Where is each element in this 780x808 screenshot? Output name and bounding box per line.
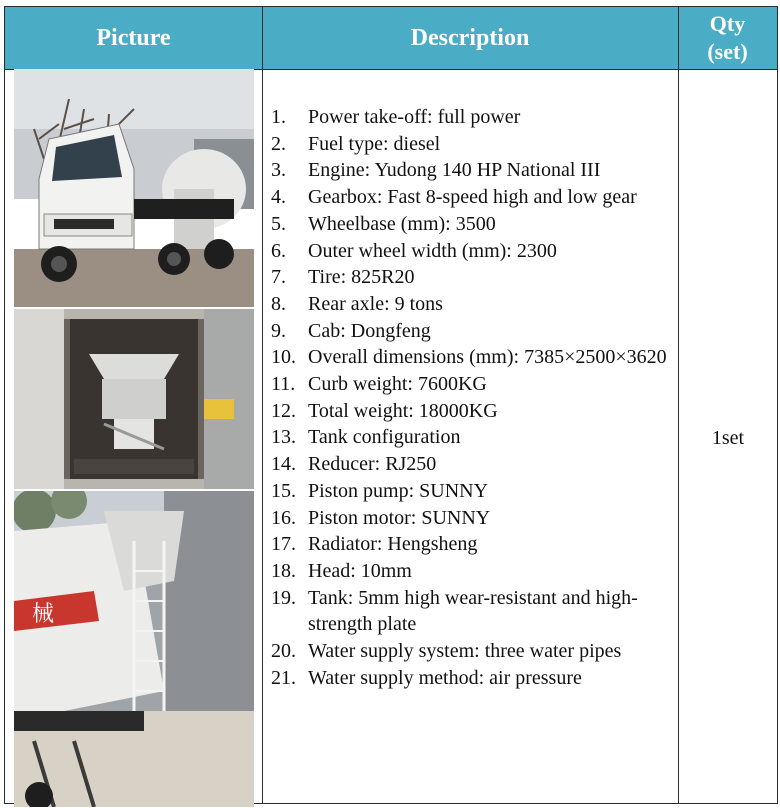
list-item: 19. Tank: 5mm high wear-resistant and high-strength plate bbox=[271, 586, 638, 636]
photo-truck-front bbox=[14, 69, 254, 307]
list-item: 13. Tank configuration bbox=[271, 426, 461, 449]
list-item: 7. Tire: 825R20 bbox=[271, 266, 415, 289]
spec-table bbox=[4, 6, 778, 804]
qty-value: 1set bbox=[711, 427, 745, 449]
list-item: 5. Wheelbase (mm): 3500 bbox=[271, 212, 496, 235]
header-picture: Picture bbox=[5, 7, 263, 69]
header-qty-line1: Qty bbox=[709, 11, 746, 36]
table-header bbox=[5, 7, 777, 70]
list-item: 21. Water supply method: air pressure bbox=[271, 666, 582, 689]
list-item: 8. Rear axle: 9 tons bbox=[271, 292, 443, 315]
list-item: 6. Outer wheel width (mm): 2300 bbox=[271, 239, 557, 262]
list-item: 16. Piston motor: SUNNY bbox=[271, 506, 491, 529]
photo-container-loading bbox=[14, 309, 254, 489]
list-item: 4. Gearbox: Fast 8-speed high and low gear bbox=[271, 186, 637, 209]
description-list bbox=[271, 104, 671, 691]
list-item: 10. Overall dimensions (mm): 7385×2500×3620 bbox=[271, 346, 667, 369]
list-item: 1. Power take-off: full power bbox=[271, 106, 521, 128]
list-item: 12. Total weight: 18000KG bbox=[271, 399, 498, 422]
header-qty bbox=[678, 7, 777, 69]
tank-sign-text: 械 bbox=[32, 602, 55, 627]
list-item: 17. Radiator: Hengsheng bbox=[271, 533, 478, 556]
list-item: 9. Cab: Dongfeng bbox=[271, 319, 431, 342]
list-item: 14. Reducer: RJ250 bbox=[271, 453, 437, 476]
list-item: 15. Piston pump: SUNNY bbox=[271, 479, 489, 502]
header-qty-line2: (set) bbox=[707, 39, 748, 64]
photo-mixer-tank bbox=[14, 491, 254, 807]
header-description: Description bbox=[262, 7, 679, 69]
column-divider bbox=[262, 69, 263, 803]
list-item: 11. Curb weight: 7600KG bbox=[271, 373, 487, 396]
list-item: 18. Head: 10mm bbox=[271, 559, 412, 582]
list-item: 3. Engine: Yudong 140 HP National III bbox=[271, 159, 601, 182]
list-item: 2. Fuel type: diesel bbox=[271, 132, 441, 155]
list-item: 20. Water supply system: three water pipes bbox=[271, 640, 622, 663]
